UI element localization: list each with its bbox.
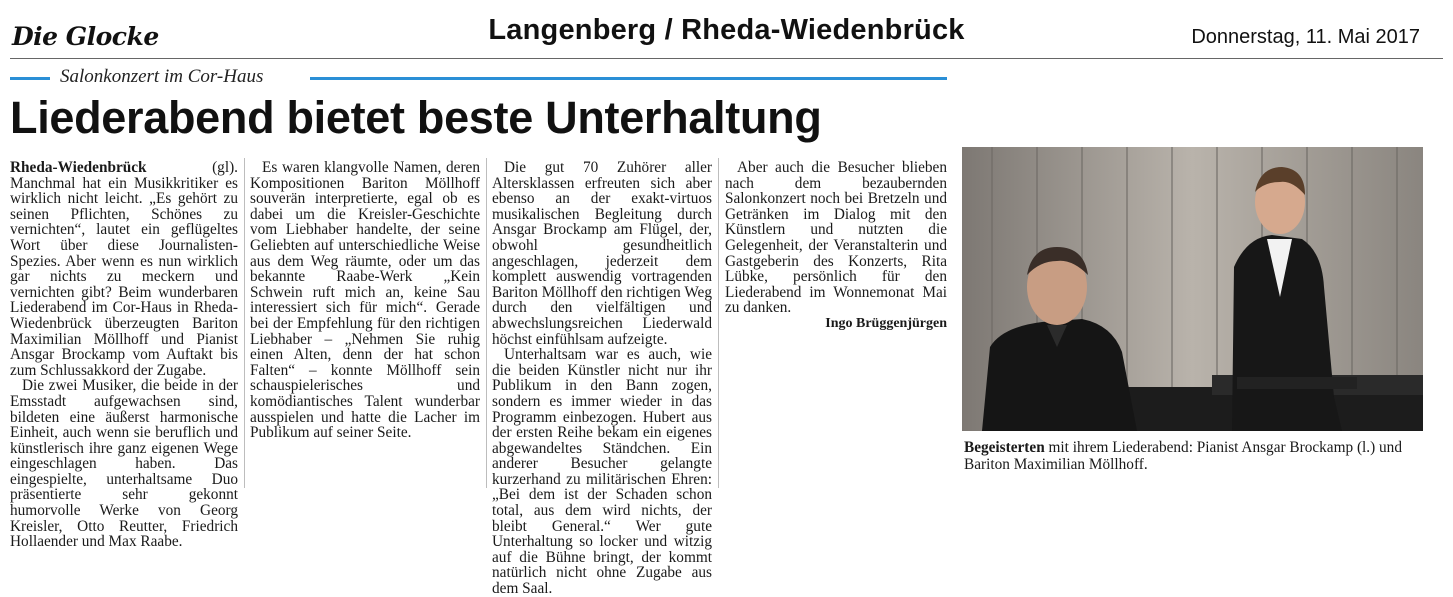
kicker: Salonkonzert im Cor-Haus — [60, 66, 264, 87]
paragraph-2: Die zwei Musiker, die beide in der Emsstadt aufgewachsen sind, bildeten eine äußerst harmonische Einheit, auch wenn sie beruflich und künstlerisch ihre ganz eigenen Wege eingeschlagen haben. Das eingespielte, unterhaltsame Duo präsentierte sehr gekonnt humorvolle Werke von Georg Kreisler, Otto Reutter, Friedrich Hollaender und Max Raabe. — [10, 377, 238, 551]
paragraph-3: Es waren klangvolle Namen, deren Kompositionen Bariton Möllhoff souverän interpretierte, egal ob es dabei um die Kreisler-Geschichte vom Liebhaber handelte, der seine Geliebten auf unterschiedliche Weise aus dem Weg räumte, oder um das bekannte Raabe-Werk „Kein Schwein ruft mich an, keine Sau interessiert sich für mich“. Gerade bei der Empfehlung für den richtigen Liebhaber – „Nehmen Sie ruhig einen Alten, denn der hat schon Falten“ – konnte Möllhoff sein schauspielerisches und komödiantisches Talent wunderbar ausspielen und hatte die Lacher im Publikum auf seiner Seite. — [250, 159, 480, 442]
article-photo — [962, 147, 1423, 431]
article-column-2 — [250, 160, 480, 485]
article-column-4 — [725, 160, 947, 485]
paragraph-1 — [10, 160, 238, 378]
caption-text: mit ihrem Liederabend: Pianist Ansgar Brockamp (l.) und Bariton Maximilian Möllhoff. — [964, 439, 1402, 473]
kicker-row — [10, 66, 947, 90]
column-divider — [486, 158, 487, 488]
author-name: Ingo Brüggenjürgen — [825, 315, 947, 331]
masthead-divider — [10, 58, 1443, 59]
paragraph-4: Die gut 70 Zuhörer aller Altersklassen erfreuten sich aber ebenso an der exakt-virtuos musikalischen Begleitung durch Ansgar Brockamp am Flügel, der, obwohl gesundheitlich angeschlagen, jederzeit dem komplett auswendig vortragenden Bariton Möllhoff den richtigen Weg durch den vielfältigen und abwechslungsreichen Liederwald höchst einfühlsam aufzeigte. — [492, 159, 712, 348]
photo-caption — [964, 440, 1430, 473]
article-column-1 — [10, 159, 238, 551]
headline: Liederabend bietet beste Unterhaltung — [10, 92, 822, 143]
byline — [725, 316, 947, 332]
kicker-rule-left — [10, 77, 50, 80]
newspaper-logo: Die Glocke — [12, 22, 159, 51]
masthead — [0, 0, 1453, 66]
dateline — [10, 160, 238, 176]
paragraph-6: Aber auch die Besucher blieben nach dem bezaubernden Salonkonzert noch bei Bretzeln und Getränken im Dialog mit den Künstlern und nutzten die Gelegenheit, der Veranstalterin und Gastgeberin des Konzerts, Rita Lübke, persönlich für den Liederabend im Wonnemonat Mai zu danken. — [725, 159, 947, 317]
issue-date: Donnerstag, 11. Mai 2017 — [1191, 26, 1420, 48]
column-divider — [718, 158, 719, 488]
article-column-3 — [492, 159, 712, 597]
kicker-rule-right — [310, 77, 947, 80]
section-title: Langenberg / Rheda-Wiedenbrück — [488, 14, 965, 46]
photo-illustration — [962, 147, 1423, 431]
column-divider — [244, 158, 245, 488]
dateline-code: (gl). — [212, 159, 238, 176]
paragraph-1-text: Manchmal hat ein Musikkritiker es wirklich nicht leicht. „Es gehört zu seinen Pflichten, Schönes zu vernichten“, lautet ein geflügeltes Wort über diese Journalisten-Spezies. Aber wenn es nun wirklich gar nichts zu meckern und vernichten gibt? Beim wunderbaren Liederabend im Cor-Haus in Rheda-Wiedenbrück überzeugten Bariton Maximilian Möllhoff und Pianist Ansgar Brockamp vom Auftakt bis zum Schlussakkord der Zugabe. — [10, 174, 238, 379]
paragraph-5: Unterhaltsam war es auch, wie die beiden Künstler nicht nur ihr Publikum in den Bann zogen, sondern es immer wieder in das Programm einbezogen. Hubert aus der ersten Reihe bekam ein eigenes abgewandeltes Ständchen. Ein anderer Besucher gelangte kurzerhand zu militärischen Ehren: „Bei dem ist der Schaden schon total, aus dem wird nichts, der bleibt General.“ Wer gute Unterhaltung so locker und witzig auf die Bühne bringt, der kommt natürlich nicht ohne Zugabe aus dem Saal. — [492, 346, 712, 597]
dateline-place: Rheda-Wiedenbrück — [10, 159, 147, 176]
caption-lead: Begeisterten — [964, 439, 1045, 456]
